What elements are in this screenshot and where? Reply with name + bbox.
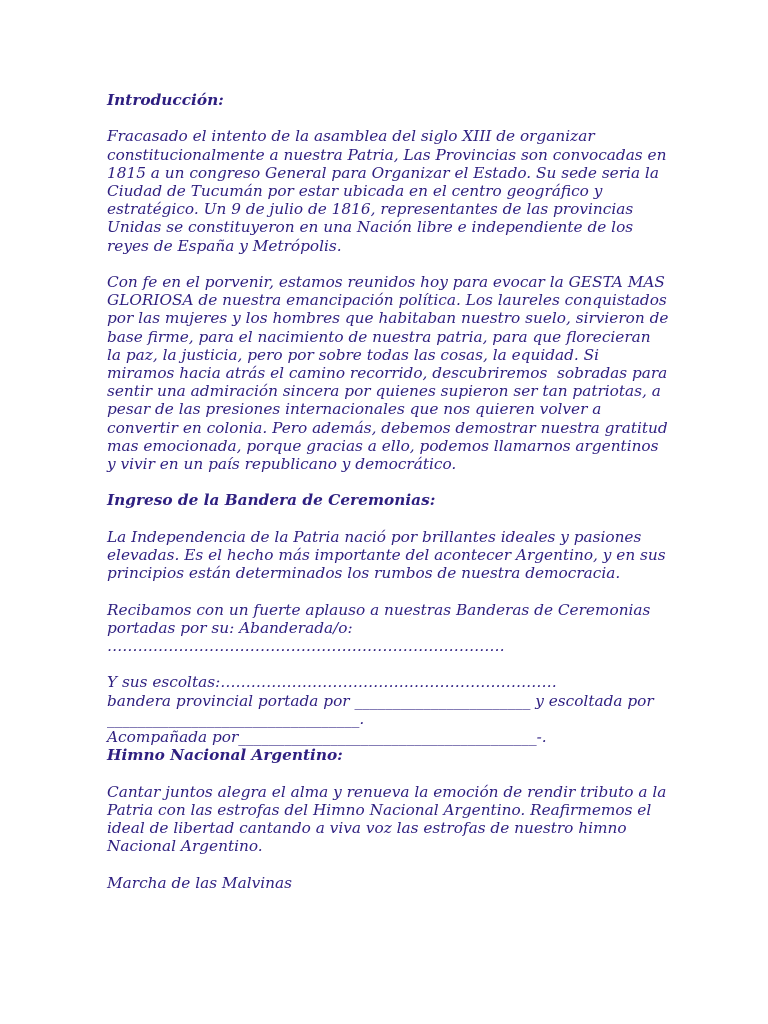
marcha-line: Marcha de las Malvinas	[107, 873, 292, 892]
text-line: Patria con las estrofas del Himno Nacional Argentino. Reafirmemos el	[107, 800, 652, 819]
text-line: mas emocionada, porque gracias a ello, podemos llamarnos argentinos	[107, 436, 659, 455]
himno-heading: Himno Nacional Argentino:	[107, 746, 343, 765]
text-line: pesar de las presiones internacionales que nos quieren volver a	[107, 400, 602, 419]
text-line: reyes de España y Metrópolis.	[107, 236, 342, 255]
text-line: ideal de libertad cantando a viva voz las estrofas de nuestro himno	[107, 819, 627, 838]
text-line: y vivir en un país republicano y democrático.	[107, 455, 457, 474]
text-line: bandera provincial portada por _______________________ y escoltada por	[107, 691, 654, 710]
text-line: estratégico. Un 9 de julio de 1816, representantes de las provincias	[107, 200, 634, 219]
text-line: Con fe en el porvenir, estamos reunidos hoy para evocar la GESTA MAS	[107, 273, 665, 291]
text-line: Nacional Argentino.	[107, 837, 263, 856]
text-line: sentir una admiración sincera por quienes supieron ser tan patriotas, a	[107, 382, 661, 401]
text-line: Acompañada por_______________________________________-.	[107, 728, 547, 747]
text-line: elevadas. Es el hecho más importante del acontecer Argentino, y en sus	[107, 546, 666, 565]
text-line: miramos hacia atrás el camino recorrido, descubriremos sobradas para	[107, 364, 668, 383]
escoltas-paragraph	[107, 673, 667, 746]
text-line: Fracasado el intento de la asamblea del siglo XIII de organizar	[107, 127, 595, 146]
text-line: convertir en colonia. Pero además, debemos demostrar nuestra gratitud	[107, 418, 668, 437]
gesta-paragraph	[107, 273, 667, 473]
intro-paragraph	[107, 127, 667, 254]
text-line: por las mujeres y los hombres que habitaban nuestro suelo, sirvieron de	[107, 309, 669, 328]
text-line: la paz, la justicia, pero por sobre todas las cosas, la equidad. Si	[107, 345, 600, 364]
text-line: base firme, para el nacimiento de nuestra patria, para que florecieran	[107, 327, 651, 346]
text-line: La Independencia de la Patria nació por brillantes ideales y pasiones	[107, 527, 642, 546]
text-line: principios están determinados los rumbos de nuestra democracia.	[107, 564, 621, 583]
document-page	[107, 91, 667, 892]
text-line: Ciudad de Tucumán por estar ubicada en el centro geográfico y	[107, 182, 603, 200]
himno-paragraph	[107, 783, 667, 856]
bandera-heading: Ingreso de la Bandera de Ceremonias:	[107, 491, 436, 510]
abanderada-paragraph	[107, 601, 667, 656]
blank-fill-line: ……………………………………………………………………	[107, 637, 505, 656]
text-line: Y sus escoltas:…………………………………………………………	[107, 673, 557, 692]
intro-heading: Introducción:	[107, 91, 224, 109]
text-line: 1815 a un congreso General para Organizar el Estado. Su sede seria la	[107, 163, 659, 182]
text-line: Cantar juntos alegra el alma y renueva la emoción de rendir tributo a la	[107, 782, 667, 801]
text-line: GLORIOSA de nuestra emancipación política. Los laureles conquistados	[107, 291, 667, 310]
blank-fill-line: _________________________________.	[107, 709, 365, 728]
independencia-paragraph	[107, 528, 667, 583]
text-line: Recibamos con un fuerte aplauso a nuestras Banderas de Ceremonias	[107, 600, 651, 619]
text-line: constitucionalmente a nuestra Patria, Las Provincias son convocadas en	[107, 145, 667, 164]
text-line: Unidas se constituyeron en una Nación libre e independiente de los	[107, 218, 634, 237]
text-line: portadas por su: Abanderada/o:	[107, 618, 353, 637]
